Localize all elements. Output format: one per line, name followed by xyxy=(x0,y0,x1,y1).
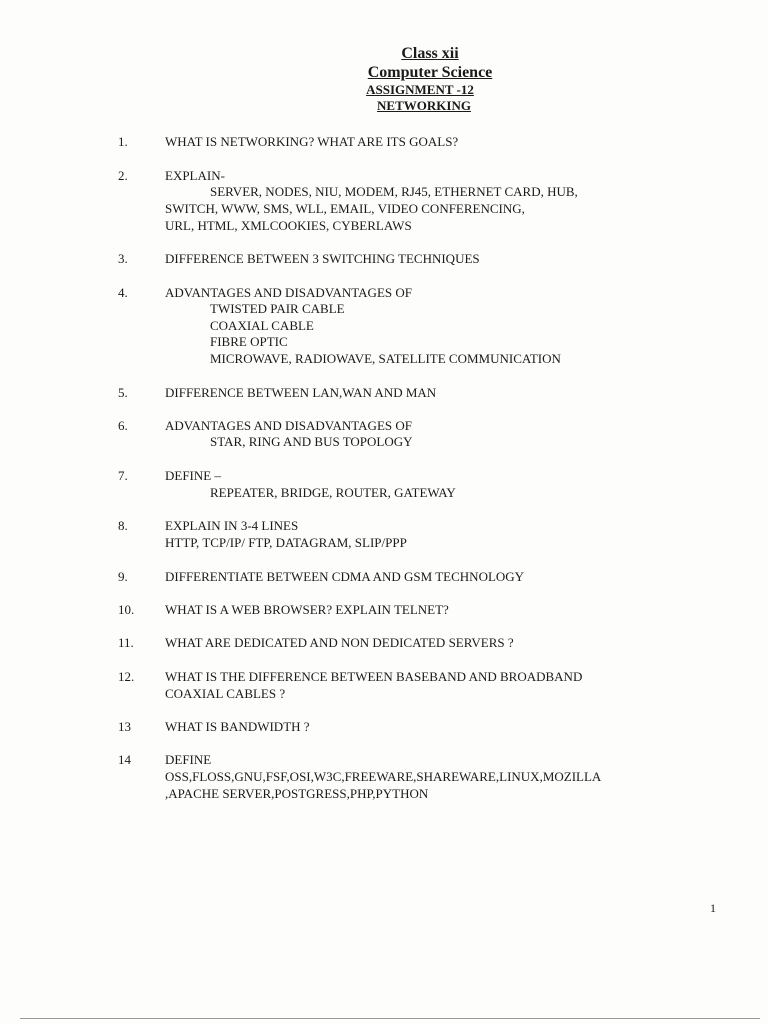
question-text: WHAT IS A WEB BROWSER? EXPLAIN TELNET? xyxy=(165,602,449,617)
question-number: 6. xyxy=(118,418,128,433)
question-text: REPEATER, BRIDGE, ROUTER, GATEWAY xyxy=(210,485,456,500)
question-text: COAXIAL CABLE xyxy=(210,318,314,333)
question-number: 10. xyxy=(118,602,135,617)
question-text: URL, HTML, XMLCOOKIES, CYBERLAWS xyxy=(165,218,412,233)
question-number: 13 xyxy=(118,719,131,734)
question-text: WHAT ARE DEDICATED AND NON DEDICATED SERVERS ? xyxy=(165,635,514,650)
question-number: 9. xyxy=(118,569,128,584)
question-number: 1. xyxy=(118,134,128,149)
topic-title: NETWORKING xyxy=(377,97,471,113)
question-text: MICROWAVE, RADIOWAVE, SATELLITE COMMUNICATION xyxy=(210,351,561,366)
question-number: 12. xyxy=(118,669,135,684)
class-title: Class xii xyxy=(401,45,459,62)
page-number: 1 xyxy=(710,901,716,915)
question-text: ,APACHE SERVER,POSTGRESS,PHP,PYTHON xyxy=(165,786,429,801)
question-text: DEFINE xyxy=(165,752,212,767)
question-number: 14 xyxy=(118,752,131,767)
assignment-title: ASSIGNMENT -12 xyxy=(366,82,474,98)
question-text: FIBRE OPTIC xyxy=(210,334,288,349)
question-text: DEFINE – xyxy=(165,468,221,483)
question-number: 2. xyxy=(118,168,128,183)
question-number: 3. xyxy=(118,251,128,266)
question-text: STAR, RING AND BUS TOPOLOGY xyxy=(210,434,413,449)
question-text: DIFFERENCE BETWEEN LAN,WAN AND MAN xyxy=(165,385,437,400)
question-text: EXPLAIN- xyxy=(165,168,225,183)
question-number: 11. xyxy=(118,635,134,650)
question-number: 5. xyxy=(118,385,128,400)
subject-title: Computer Science xyxy=(367,64,493,82)
question-text: DIFFERENCE BETWEEN 3 SWITCHING TECHNIQUES xyxy=(165,251,480,266)
question-text: OSS,FLOSS,GNU,FSF,OSI,W3C,FREEWARE,SHAREWARE,LINUX,MOZILLA xyxy=(165,769,602,784)
question-number: 7. xyxy=(118,468,128,483)
question-text: TWISTED PAIR CABLE xyxy=(210,301,345,316)
question-text: COAXIAL CABLES ? xyxy=(165,686,286,701)
scan-edge-line xyxy=(20,1018,760,1019)
question-text: ADVANTAGES AND DISADVANTAGES OF xyxy=(165,285,412,300)
question-text: WHAT IS NETWORKING? WHAT ARE ITS GOALS? xyxy=(165,134,459,149)
question-text: HTTP, TCP/IP/ FTP, DATAGRAM, SLIP/PPP xyxy=(165,535,407,550)
document-header xyxy=(0,44,768,114)
question-text: EXPLAIN IN 3-4 LINES xyxy=(165,518,299,533)
question-text: SWITCH, WWW, SMS, WLL, EMAIL, VIDEO CONFERENCING, xyxy=(165,201,525,216)
question-text: DIFFERENTIATE BETWEEN CDMA AND GSM TECHNOLOGY xyxy=(165,569,525,584)
question-text: SERVER, NODES, NIU, MODEM, RJ45, ETHERNET CARD, HUB, xyxy=(210,184,578,199)
question-number: 8. xyxy=(118,518,128,533)
question-number: 4. xyxy=(118,285,128,300)
question-text: WHAT IS THE DIFFERENCE BETWEEN BASEBAND AND BROADBAND xyxy=(165,669,583,684)
question-text: ADVANTAGES AND DISADVANTAGES OF xyxy=(165,418,412,433)
question-text: WHAT IS BANDWIDTH ? xyxy=(165,719,310,734)
